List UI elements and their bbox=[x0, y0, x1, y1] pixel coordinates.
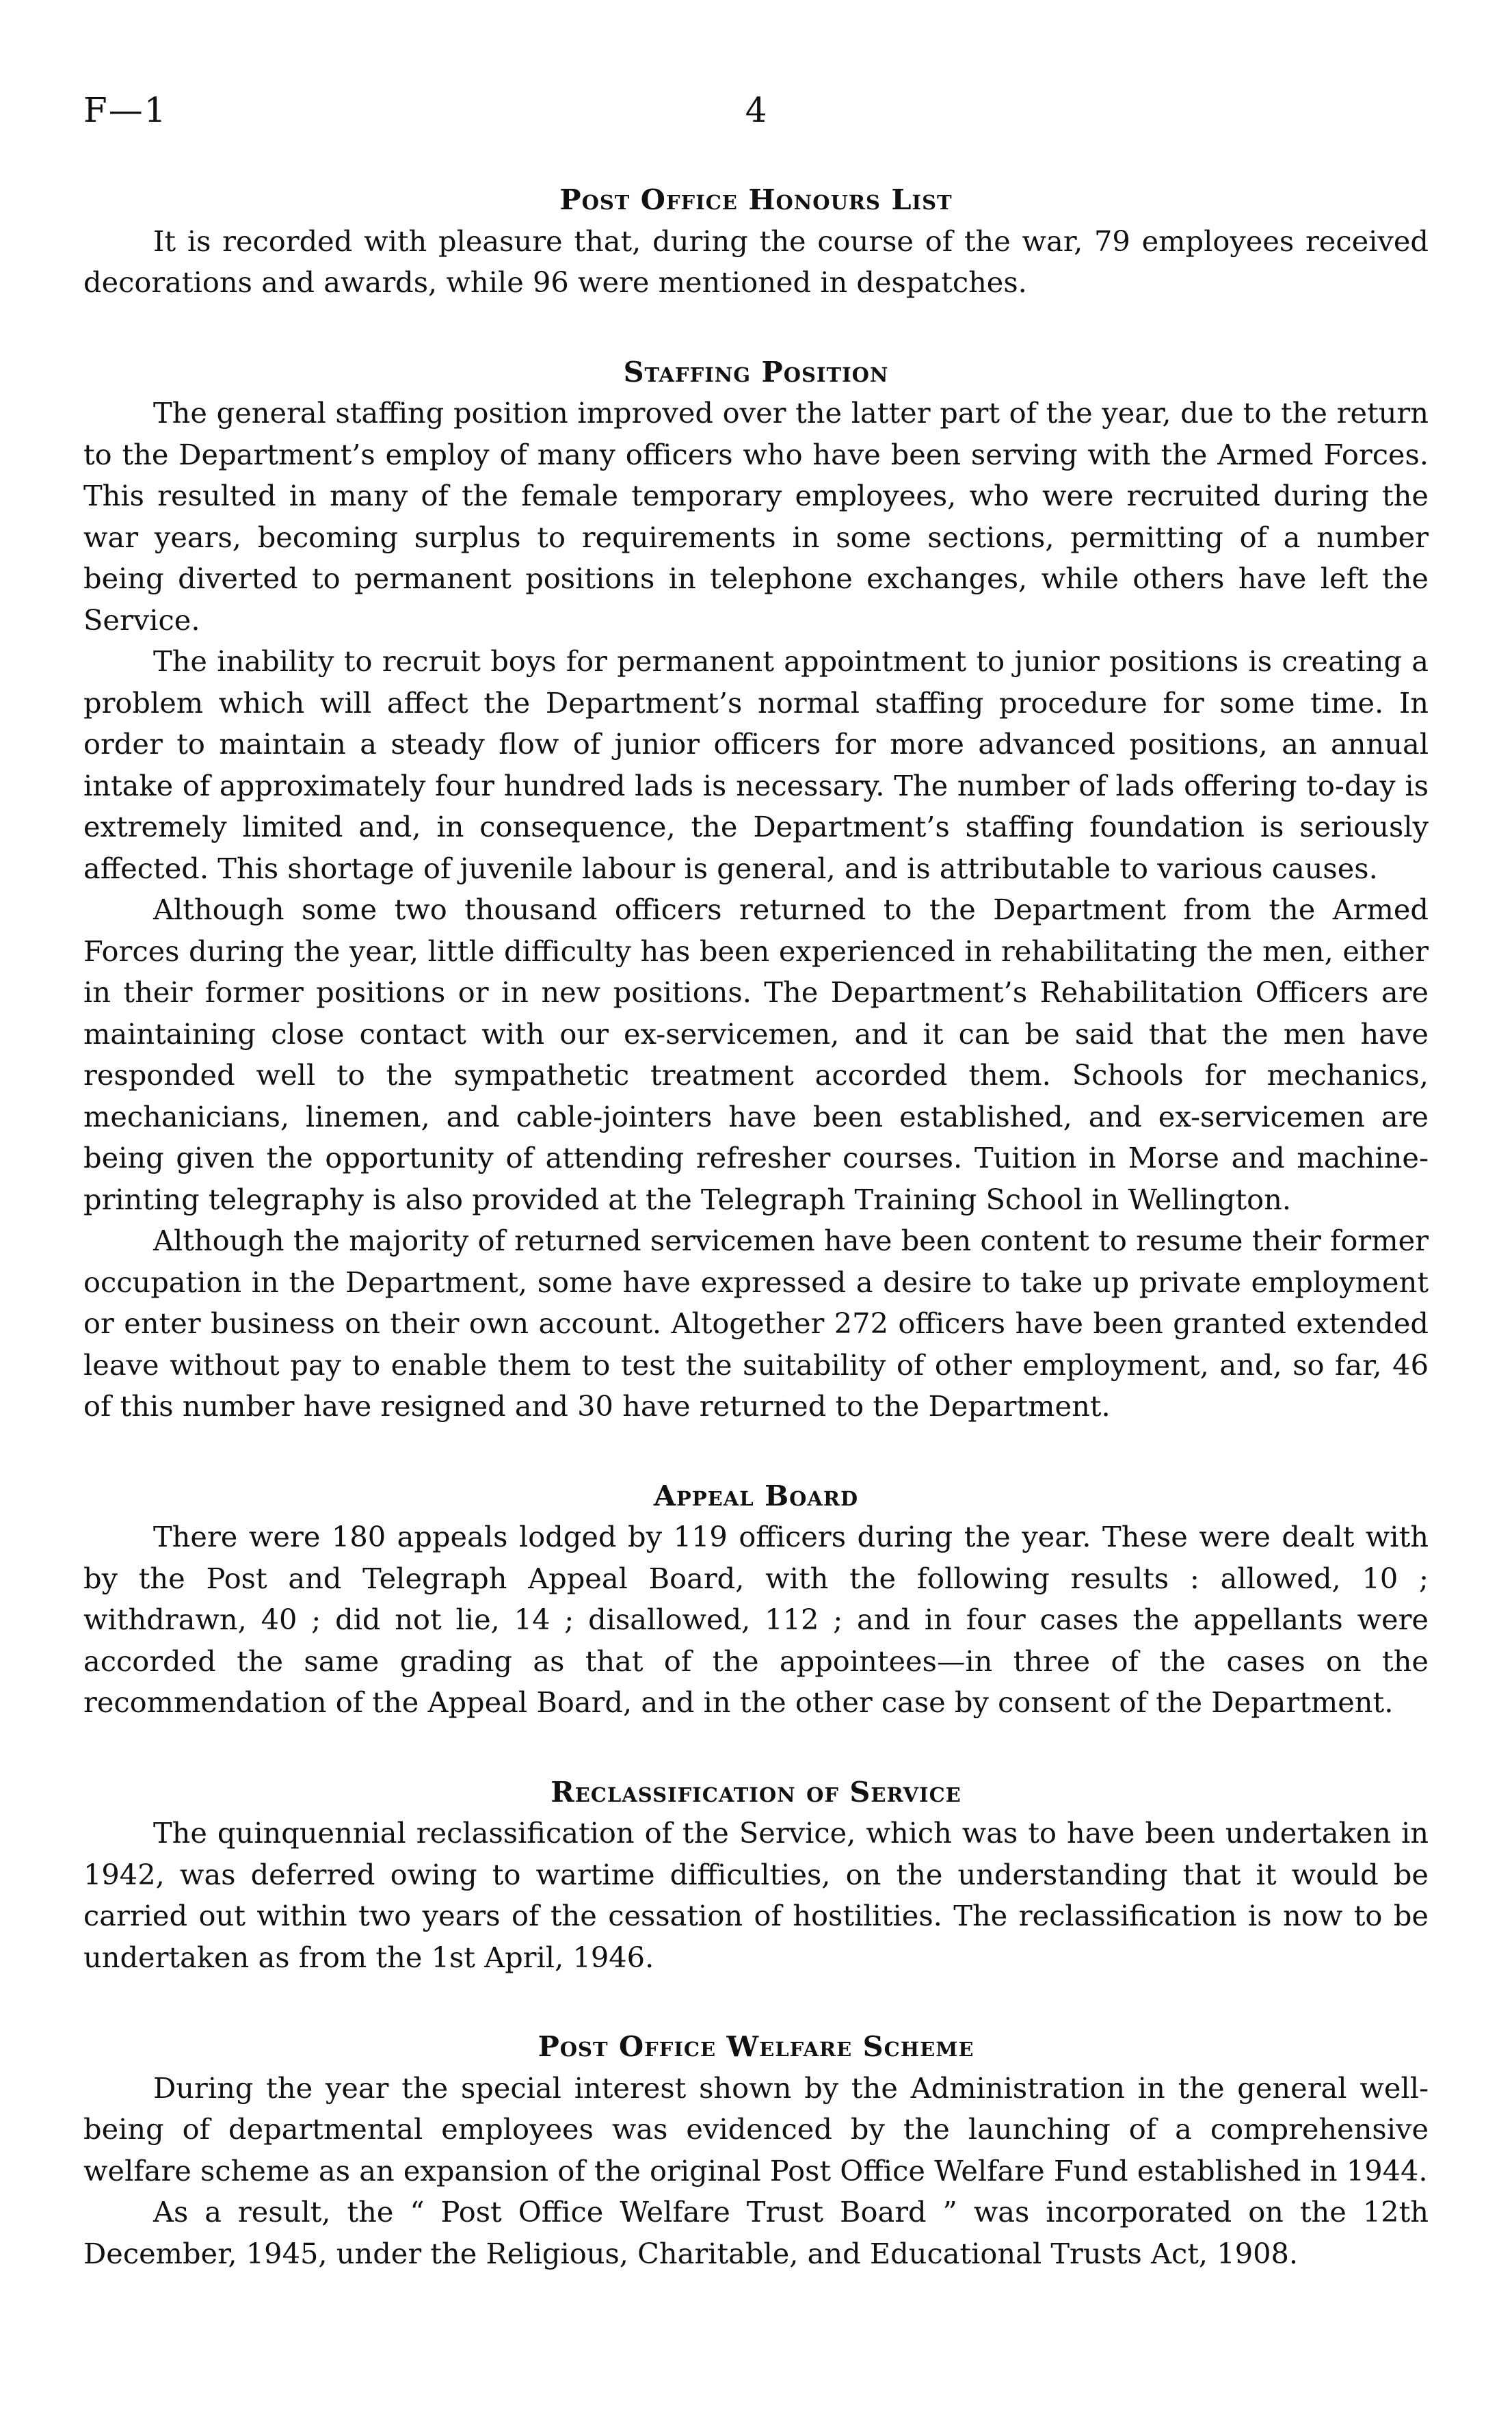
section-appeal-board bbox=[83, 1475, 1429, 1724]
section-title: Appeal Board bbox=[653, 1478, 859, 1512]
paragraph: There were 180 appeals lodged by 119 officers during the year. These were dealt with by the Post and Telegraph Appeal Board, with the following results : allowed, 10 ; withdrawn, 40 ; did not lie, 14 ; disallowed, 112 ; and in four cases the appellants were accorded the same grading as that of the appointees—in three of the cases on the recommendation of the Appeal Board, and in the other case by consent of the Department. bbox=[83, 1520, 1429, 1719]
section-gap bbox=[83, 1724, 1429, 1772]
paragraph: During the year the special interest shown by the Administration in the general well-being of departmental employees was evidenced by the launching of a comprehensive welfare scheme as an expansion of the original Post Office Welfare Fund established in 1944. bbox=[83, 2071, 1429, 2187]
document-body bbox=[83, 179, 1429, 2274]
section-gap bbox=[83, 1428, 1429, 1475]
paragraph: Although the majority of returned servicemen have been content to resume their former occupation in the Department, some have expressed a desire to take up private employment or enter business on their own account. Altogether 272 officers have been granted extended leave without pay to enable them to test the suitability of other employment, and, so far, 46 of this number have resigned and 30 have returned to the Department. bbox=[83, 1224, 1429, 1423]
section-title: Reclassification of Service bbox=[551, 1774, 961, 1809]
paragraph: It is recorded with pleasure that, during the course of the war, 79 employees received decorations and awards, while 96 were mentioned in despatches. bbox=[83, 224, 1429, 299]
paragraph: The quinquennial reclassification of the Service, which was to have been undertaken in 1942, was deferred owing to wartime difficulties, on the understanding that it would be carried out within two years of the cessation of hostilities. The reclassification is now to be undertaken as from the 1st April, 1946. bbox=[83, 1816, 1429, 1974]
section-reclassification bbox=[83, 1772, 1429, 1979]
paragraph: The inability to recruit boys for permanent appointment to junior positions is creating a problem which will affect the Department’s normal staffing procedure for some time. In order to maintain a steady flow of junior officers for more advanced positions, an annual intake of approximately four hundred lads is necessary. The number of lads offering to-day is extremely limited and, in consequence, the Department’s staffing foundation is seriously affected. This shortage of juvenile labour is general, and is attributable to various causes. bbox=[83, 644, 1429, 885]
section-gap bbox=[83, 304, 1429, 352]
section-title: Post Office Honours List bbox=[559, 183, 953, 216]
paragraph: The general staffing position improved over the latter part of the year, due to the return to the Department’s employ of many officers who have been serving with the Armed Forces. This resulted in many of the female temporary employees, who were recruited during the war years, becoming surplus to requirements in some sections, permitting of a number being diverted to permanent positions in telephone exchanges, while others have left the Service. bbox=[83, 396, 1429, 637]
paragraph: As a result, the “ Post Office Welfare Trust Board ” was incorporated on the 12th December, 1945, under the Religious, Charitable, and Educational Trusts Act, 1908. bbox=[83, 2195, 1429, 2270]
section-staffing-position bbox=[83, 352, 1429, 1428]
document-reference: F—1 bbox=[83, 90, 168, 130]
section-welfare-scheme bbox=[83, 2026, 1429, 2274]
page-header bbox=[83, 90, 1429, 138]
section-gap bbox=[83, 1978, 1429, 2026]
section-honours-list bbox=[83, 179, 1429, 304]
section-title: Post Office Welfare Scheme bbox=[538, 2029, 974, 2063]
page-number: 4 bbox=[745, 90, 767, 130]
section-title: Staffing Position bbox=[623, 354, 889, 389]
paragraph: Although some two thousand officers returned to the Department from the Armed Forces during the year, little difficulty has been experienced in rehabilitating the men, either in their former positions or in new positions. The Department’s Rehabilitation Officers are maintaining close contact with our ex-servicemen, and it can be said that the men have responded well to the sympathetic treatment accorded them. Schools for mechanics, mechanicians, linemen, and cable-jointers have been established, and ex-servicemen are being given the opportunity of attending refresher courses. Tuition in Morse and machine-printing telegraphy is also provided at the Telegraph Training School in Wellington. bbox=[83, 893, 1429, 1216]
